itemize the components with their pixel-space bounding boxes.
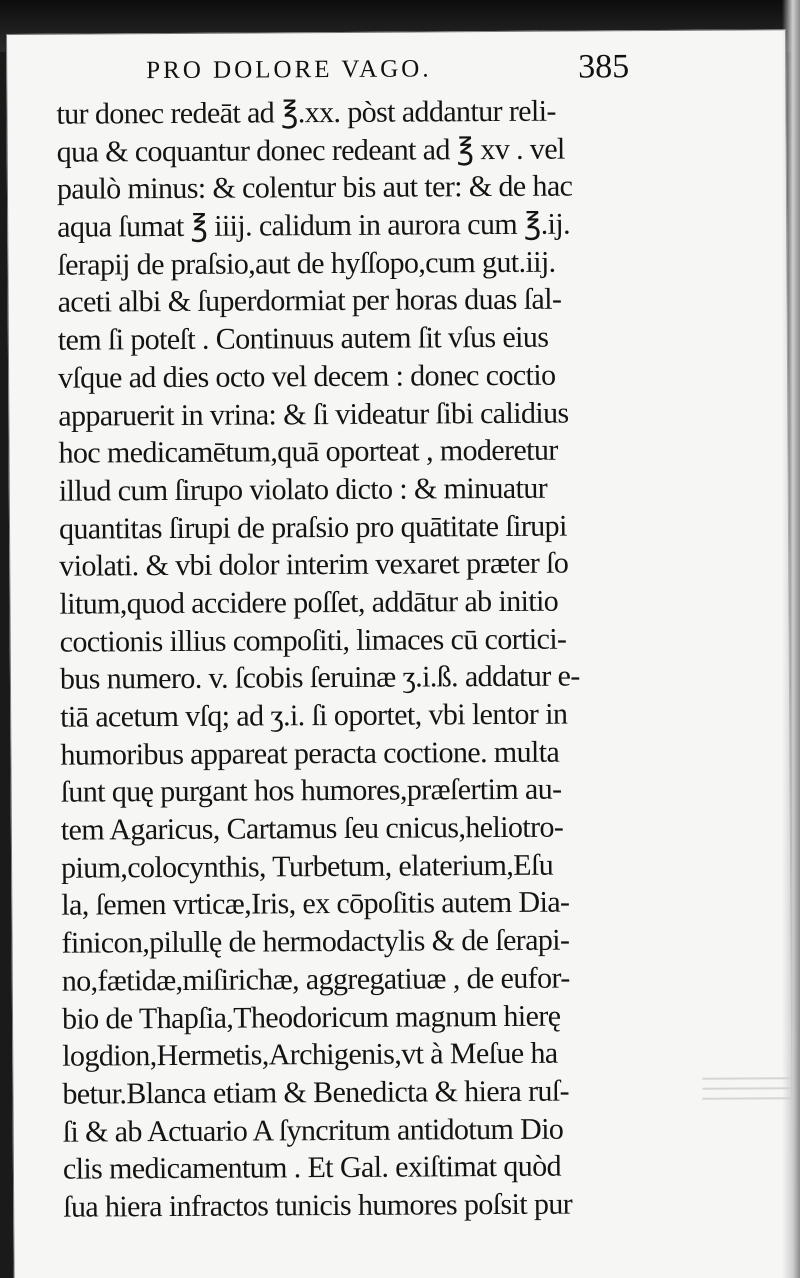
text-line: pium,colocynthis, Turbetum, elaterium,Eſu [60, 848, 554, 885]
text-line: ſerapij de praſsio,aut de hyſſopo,cum gut.iij. [57, 245, 556, 282]
text-line: violati. & vbi dolor interim vexaret præter ſo [59, 546, 569, 583]
text-line: tem ſi poteſt . Continuus autem ſit vſus eius [57, 320, 549, 357]
text-line: litum,quod accidere poſſet, addātur ab initio [59, 584, 559, 621]
text-line: tem Agaricus, Cartamus ſeu cnicus,heliotro- [60, 810, 564, 847]
page-number: 385 [578, 48, 630, 86]
text-line: apparuerit in vrina: & ſi videatur ſibi calidius [58, 396, 569, 433]
faded-margin-note [702, 1069, 792, 1130]
text-line: hoc medicamētum,quā oporteat , moderetur [58, 433, 558, 470]
text-line: no,fætidæ,miſirichæ, aggregatiuæ , de eufor- [61, 961, 570, 998]
text-line: tiā acetum vſq; ad ʒ.i. ſi oportet, vbi lentor in [60, 697, 568, 734]
text-line: quantitas ſirupi de praſsio pro quātitate ſirupi [58, 509, 567, 546]
text-line: illud cum ſirupo violato dicto : & minuatur [58, 471, 548, 508]
text-line: logdion,Hermetis,Archigenis,vt à Meſue ha [62, 1036, 558, 1073]
book-page [6, 29, 794, 1278]
text-line: finicon,pilullę de hermodactylis & de ſerapi- [61, 923, 570, 960]
text-line: aceti albi & ſuperdormiat per horas duas ſal- [57, 283, 562, 320]
text-line: aqua ſumat ℥ iiij. calidum in aurora cum ℥.ij. [57, 207, 571, 244]
text-line: ſi & ab Actuario A ſyncritum antidotum Dio [62, 1112, 564, 1149]
page-edge [782, 0, 800, 1278]
text-line: betur.Blanca etiam & Benedicta & hiera ruſ- [62, 1074, 570, 1111]
text-line: clis medicamentum . Et Gal. exiſtimat quòd [62, 1149, 562, 1186]
text-line: bio de Thapſia,Theodoricum magnum hierę [61, 999, 561, 1036]
text-line: ſunt quę purgant hos humores,præſertim au- [60, 772, 562, 810]
text-line: ſua hiera infractos tunicis humores poſsit pur [63, 1187, 573, 1224]
text-line: paulò minus: & colentur bis aut ter: & de hac [56, 169, 573, 207]
text-line: tur donec redeāt ad ℥.xx. pòst addantur reli- [56, 94, 556, 131]
body-text [56, 92, 671, 1226]
text-line: bus numero. v. ſcobis ſeruinæ ʒ.i.ß. addatur e- [59, 659, 580, 696]
text-line: la, ſemen vrticæ,Iris, ex cōpoſitis autem Dia- [61, 886, 570, 923]
text-line: vſque ad dies octo vel decem : donec coctio [58, 358, 556, 395]
running-title: PRO DOLORE VAGO. [146, 55, 432, 85]
text-line: qua & coquantur donec redeant ad ℥ xv . vel [56, 132, 565, 169]
text-line: humoribus appareat peracta coctione. multa [60, 735, 560, 772]
text-line: coctionis illius compoſiti, limaces cū cortici- [59, 622, 567, 659]
